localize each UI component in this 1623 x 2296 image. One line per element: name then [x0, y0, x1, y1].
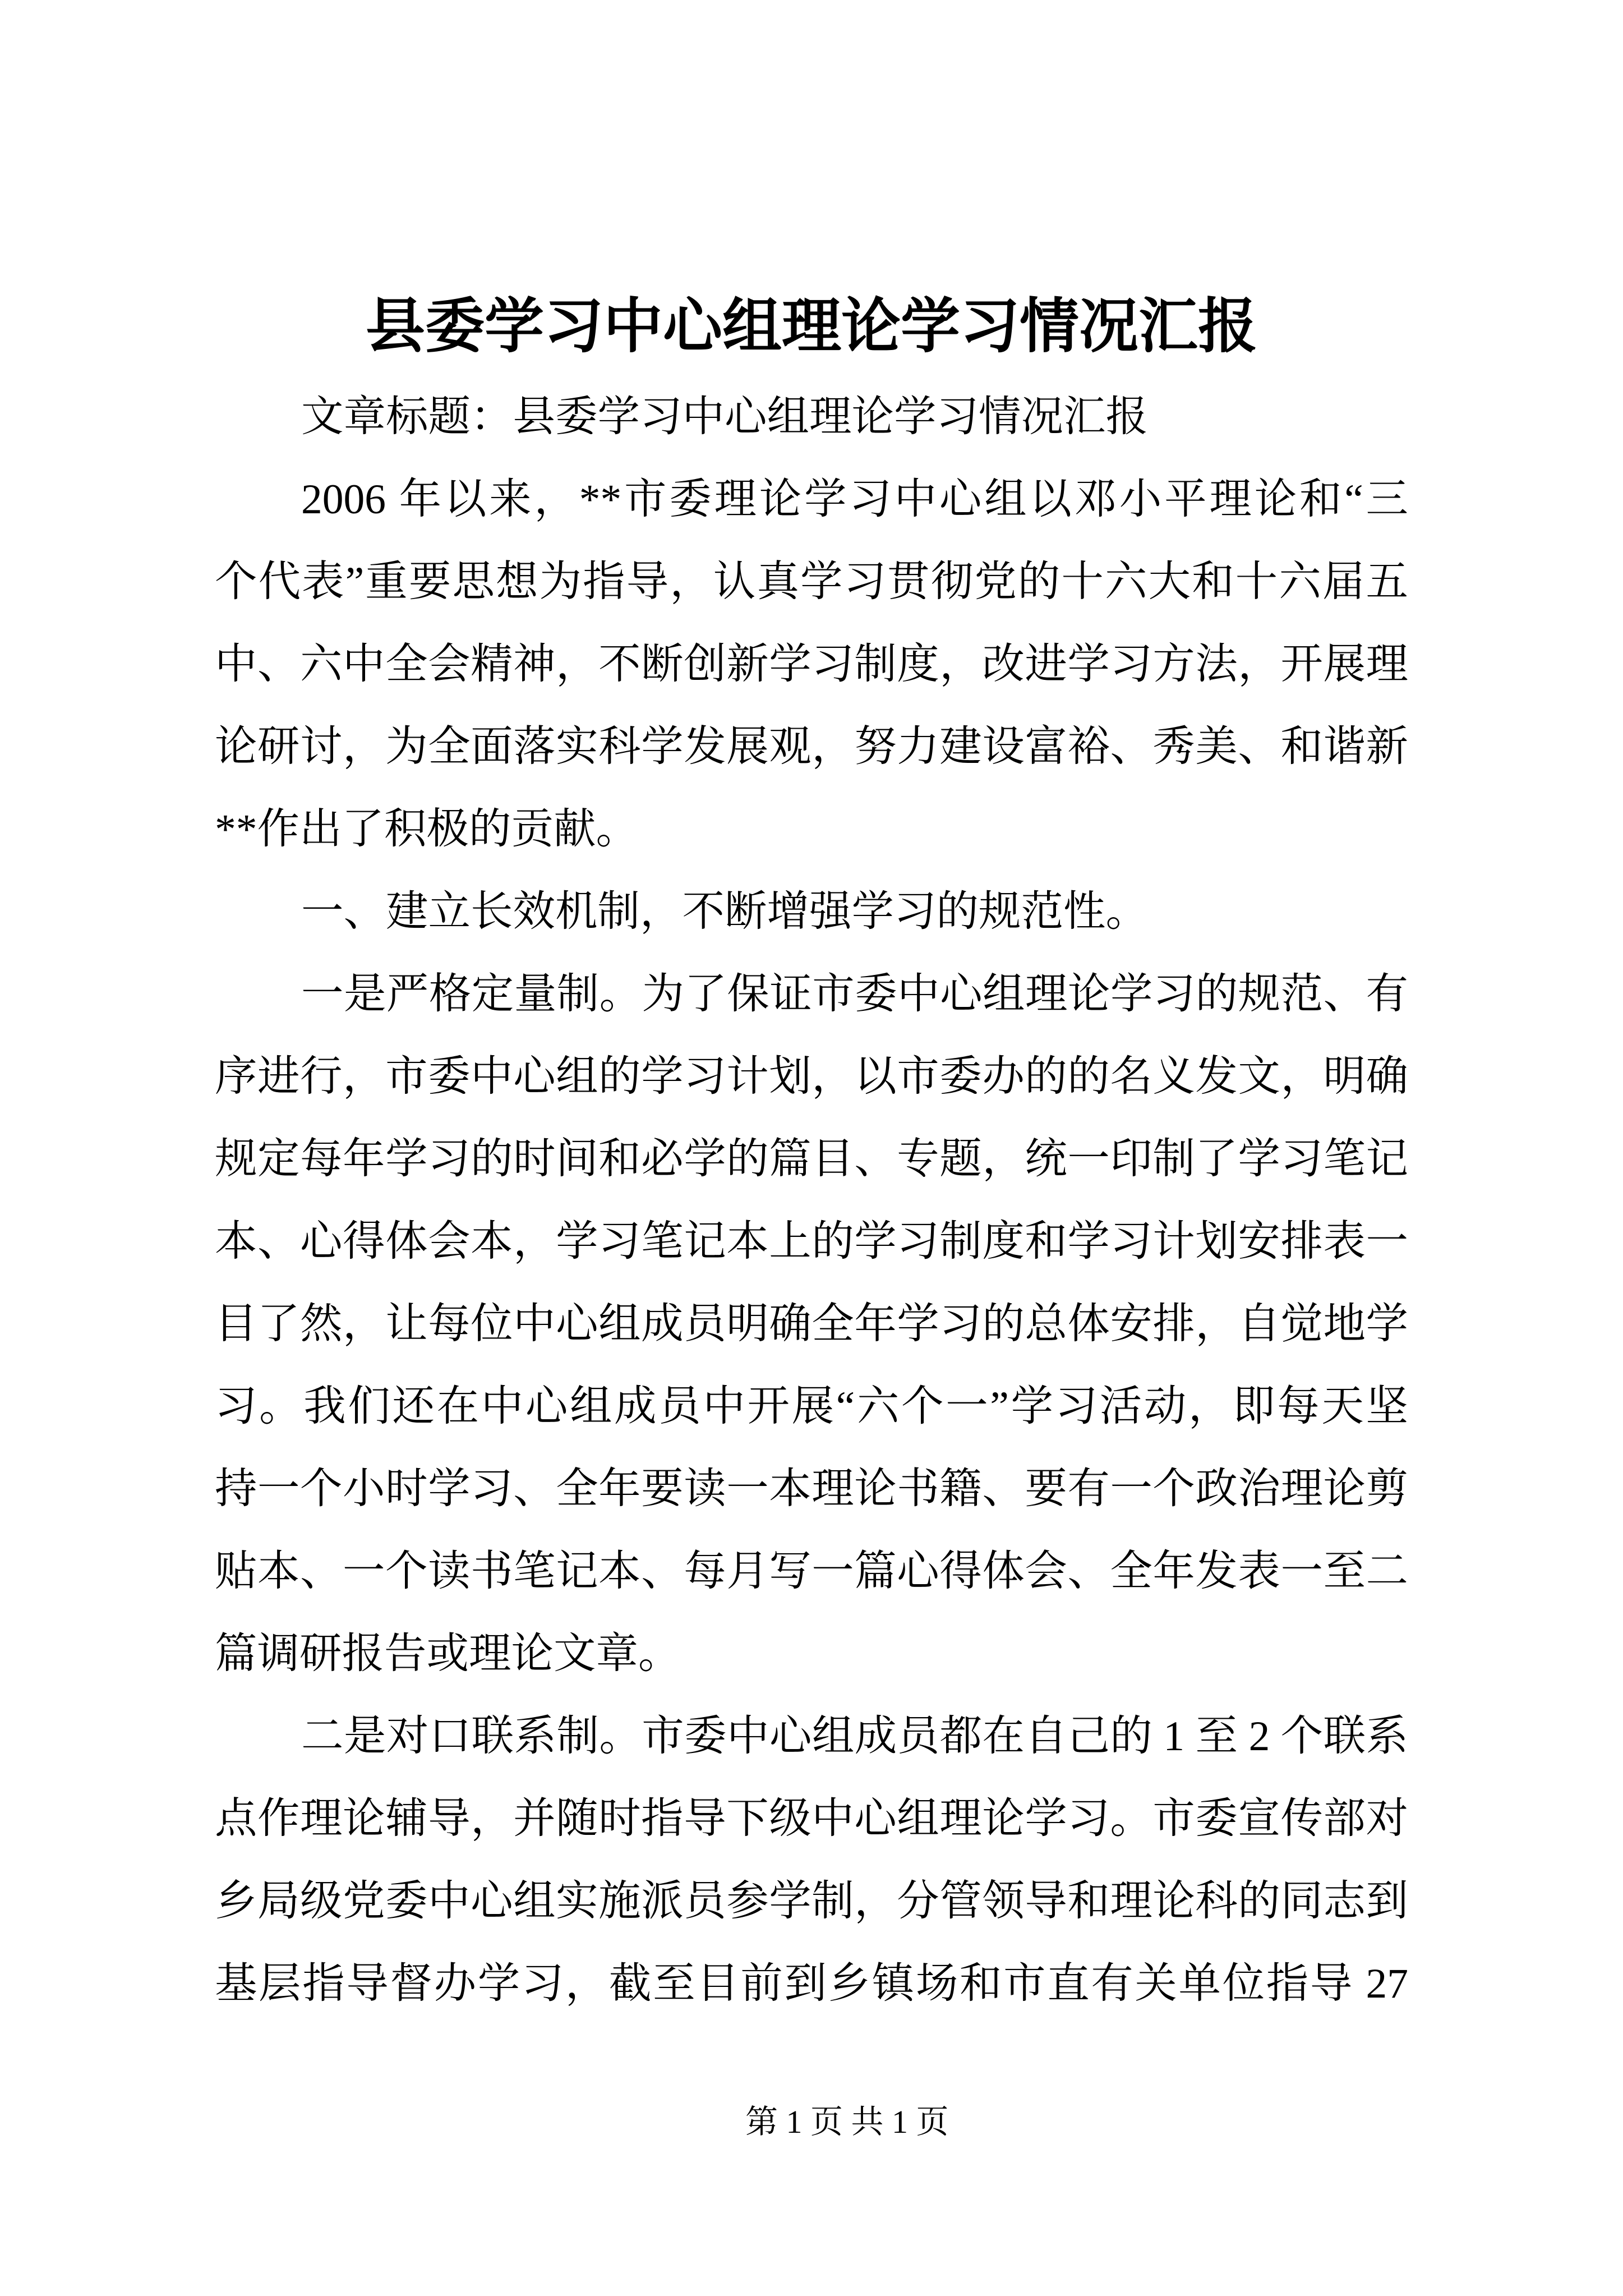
- text-line: 个代表”重要思想为指导，认真学习贯彻党的十六大和十六届五: [215, 559, 1408, 605]
- text-line: 二是对口联系制。市委中心组成员都在自己的 1 至 2 个联系: [301, 1713, 1408, 1760]
- document-title: 县委学习中心组理论学习情况汇报: [366, 294, 1257, 360]
- paragraph: [215, 953, 1408, 1695]
- paragraph: [215, 376, 1408, 458]
- text-line: 一是严格定量制。为了保证市委中心组理论学习的规范、有: [301, 971, 1408, 1018]
- text-line: 贴本、一个读书笔记本、每月写一篇心得体会、全年发表一至二: [215, 1548, 1408, 1595]
- document-body: [215, 376, 1408, 2025]
- text-line: 目了然，让每位中心组成员明确全年学习的总体安排，自觉地学: [215, 1301, 1408, 1347]
- text-line: 篇调研报告或理论文章。: [215, 1631, 681, 1677]
- text-line: 乡局级党委中心组实施派员参学制，分管领导和理论科的同志到: [215, 1878, 1408, 1925]
- text-line: 基层指导督办学习，截至目前到乡镇场和市直有关单位指导 27: [215, 1961, 1408, 2007]
- text-line: 中、六中全会精神，不断创新学习制度，改进学习方法，开展理: [215, 641, 1408, 688]
- paragraph: [215, 458, 1408, 871]
- paragraph: [215, 871, 1408, 953]
- text-line: 序进行，市委中心组的学习计划，以市委办的的名义发文，明确: [215, 1053, 1408, 1100]
- text-line: 习。我们还在中心组成员中开展“六个一”学习活动，即每天坚: [215, 1383, 1408, 1430]
- text-line: 文章标题：县委学习中心组理论学习情况汇报: [301, 394, 1149, 440]
- text-line: 2006 年以来，**市委理论学习中心组以邓小平理论和“三: [301, 476, 1408, 523]
- text-line: **作出了积极的贡献。: [215, 806, 639, 853]
- text-line: 点作理论辅导，并随时指导下级中心组理论学习。市委宣传部对: [215, 1796, 1408, 1842]
- paragraph: [215, 1695, 1408, 2025]
- text-line: 本、心得体会本，学习笔记本上的学习制度和学习计划安排表一: [215, 1218, 1408, 1265]
- text-line: 论研讨，为全面落实科学发展观，努力建设富裕、秀美、和谐新: [215, 724, 1408, 770]
- text-line: 持一个小时学习、全年要读一本理论书籍、要有一个政治理论剪: [215, 1466, 1408, 1512]
- page-footer: 第 1 页 共 1 页: [745, 2104, 949, 2140]
- text-line: 规定每年学习的时间和必学的篇目、专题，统一印制了学习笔记: [215, 1136, 1408, 1182]
- section-heading: 一、建立长效机制，不断增强学习的规范性。: [301, 889, 1149, 935]
